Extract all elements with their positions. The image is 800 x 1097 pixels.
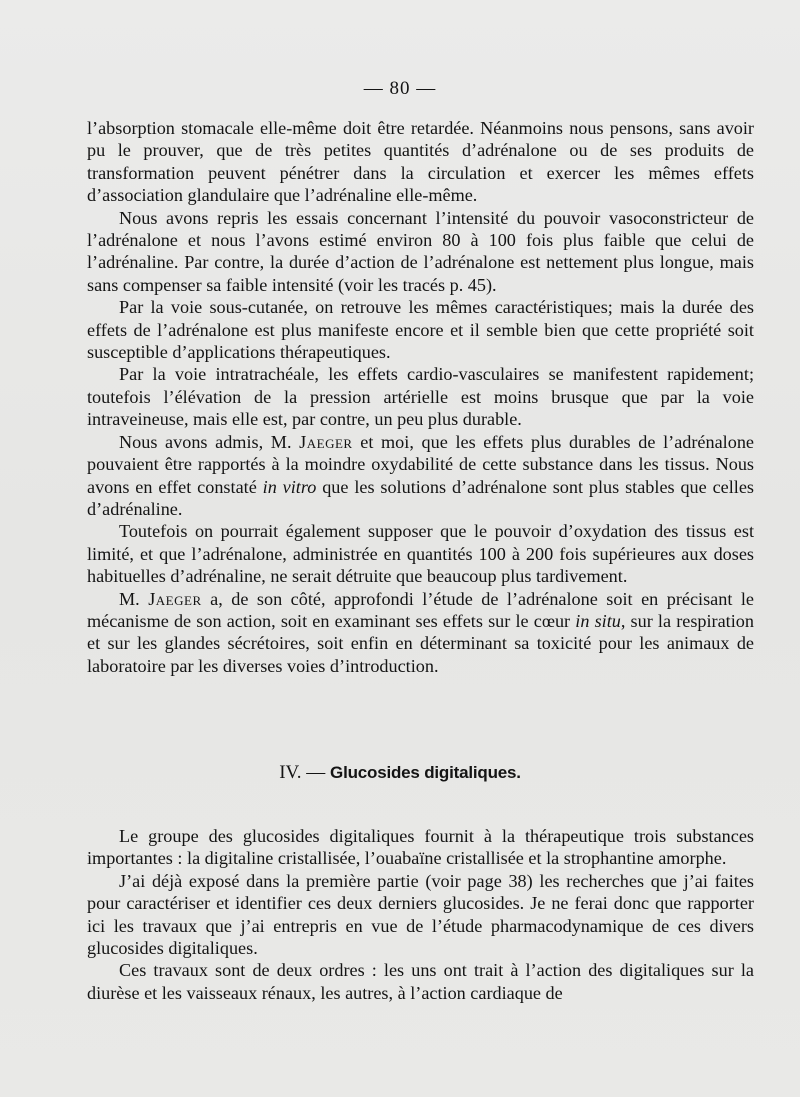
- section-heading: [0, 762, 800, 784]
- author-name: Jaeger: [148, 588, 202, 609]
- paragraph: [87, 588, 754, 678]
- text-run: a, de son côté, approfondi l’étude de l’adrénalone soit en précisant le mécanisme de son action, soit en examinant ses effets sur le cœur: [87, 588, 755, 631]
- author-name: Jaeger: [299, 431, 353, 452]
- paragraph: Par la voie sous-cutanée, on retrouve les mêmes caractéristiques; mais la durée des effets de l’adrénalone est plus manifeste encore et il semble bien que cette propriété soit susceptible d’applications thérapeutiques.: [87, 297, 754, 363]
- paragraph: l’absorption stomacale elle-même doit être retardée. Néanmoins nous pensons, sans avoir pu le prouver, que de très petites quantités d’adrénalone ou de ses produits de transformation peuvent pénétrer dans la circulation et exercer les mêmes effets d’association glandulaire que l’adrénaline elle-même.: [87, 118, 754, 206]
- text-run: Nous avons admis, M.: [119, 431, 300, 452]
- paragraph: Le groupe des glucosides digitaliques fournit à la thérapeutique trois substances importantes : la digitaline cristallisée, l’ouabaïne cristallisée et la strophantine amorphe.: [87, 826, 754, 869]
- paragraph: Nous avons repris les essais concernant l’intensité du pouvoir vasoconstricteur de l’adrénalone et nous l’avons estimé environ 80 à 100 fois plus faible que celui de l’adrénaline. Par contre, la durée d’action de l’adrénalone est nettement plus longue, mais sans compenser sa faible intensité (voir les tracés p. 45).: [87, 207, 754, 295]
- italic-term: in situ: [575, 610, 621, 631]
- paragraph: Toutefois on pourrait également supposer que le pouvoir d’oxydation des tissus est limité, et que l’adrénalone, administrée en quantités 100 à 200 fois supérieures aux doses habituelles d’adrénaline, ne serait détruite que beaucoup plus tardivement.: [87, 521, 754, 587]
- text-run: que les solutions d’adrénalone sont plus stables que celles d’adrénaline.: [87, 476, 754, 519]
- section-title: Glucosides digitaliques.: [330, 763, 521, 782]
- paragraph: Ces travaux sont de deux ordres : les uns ont trait à l’action des digitaliques sur la diurèse et les vaisseaux rénaux, les autres, à l’action cardiaque de: [87, 960, 754, 1003]
- text-block-glucosides: [87, 825, 754, 1004]
- page-number: — 80 —: [363, 78, 437, 99]
- text-run: et moi, que les effets plus durables de l’adrénalone pouvaient être rapportés à la moindre oxydabilité de cette substance dans les tissus. Nous avons en effet constaté: [87, 431, 754, 497]
- text-run: M.: [119, 588, 149, 609]
- paragraph: Par la voie intratrachéale, les effets cardio-vasculaires se manifestent rapidement; toutefois l’élévation de la pression artérielle est moins brusque que par la voie intraveineuse, mais elle est, par contre, un peu plus durable.: [87, 364, 754, 430]
- italic-term: in vitro: [262, 476, 317, 497]
- paragraph: [87, 431, 754, 521]
- text-block-adrenalone: [87, 117, 754, 677]
- text-run: , sur la respiration et sur les glandes sécrétoires, soit enfin en déterminant sa toxicité pour les animaux de laboratoire par les diverses voies d’introduction.: [87, 610, 754, 676]
- paragraph: J’ai déjà exposé dans la première partie (voir page 38) les recherches que j’ai faites pour caractériser et identifier ces deux derniers glucosides. Je ne ferai donc que rapporter ici les travaux que j’ai entrepris en vue de l’étude pharmacodynamique de ces divers glucosides digitaliques.: [87, 870, 754, 959]
- section-numeral: IV. —: [279, 762, 326, 783]
